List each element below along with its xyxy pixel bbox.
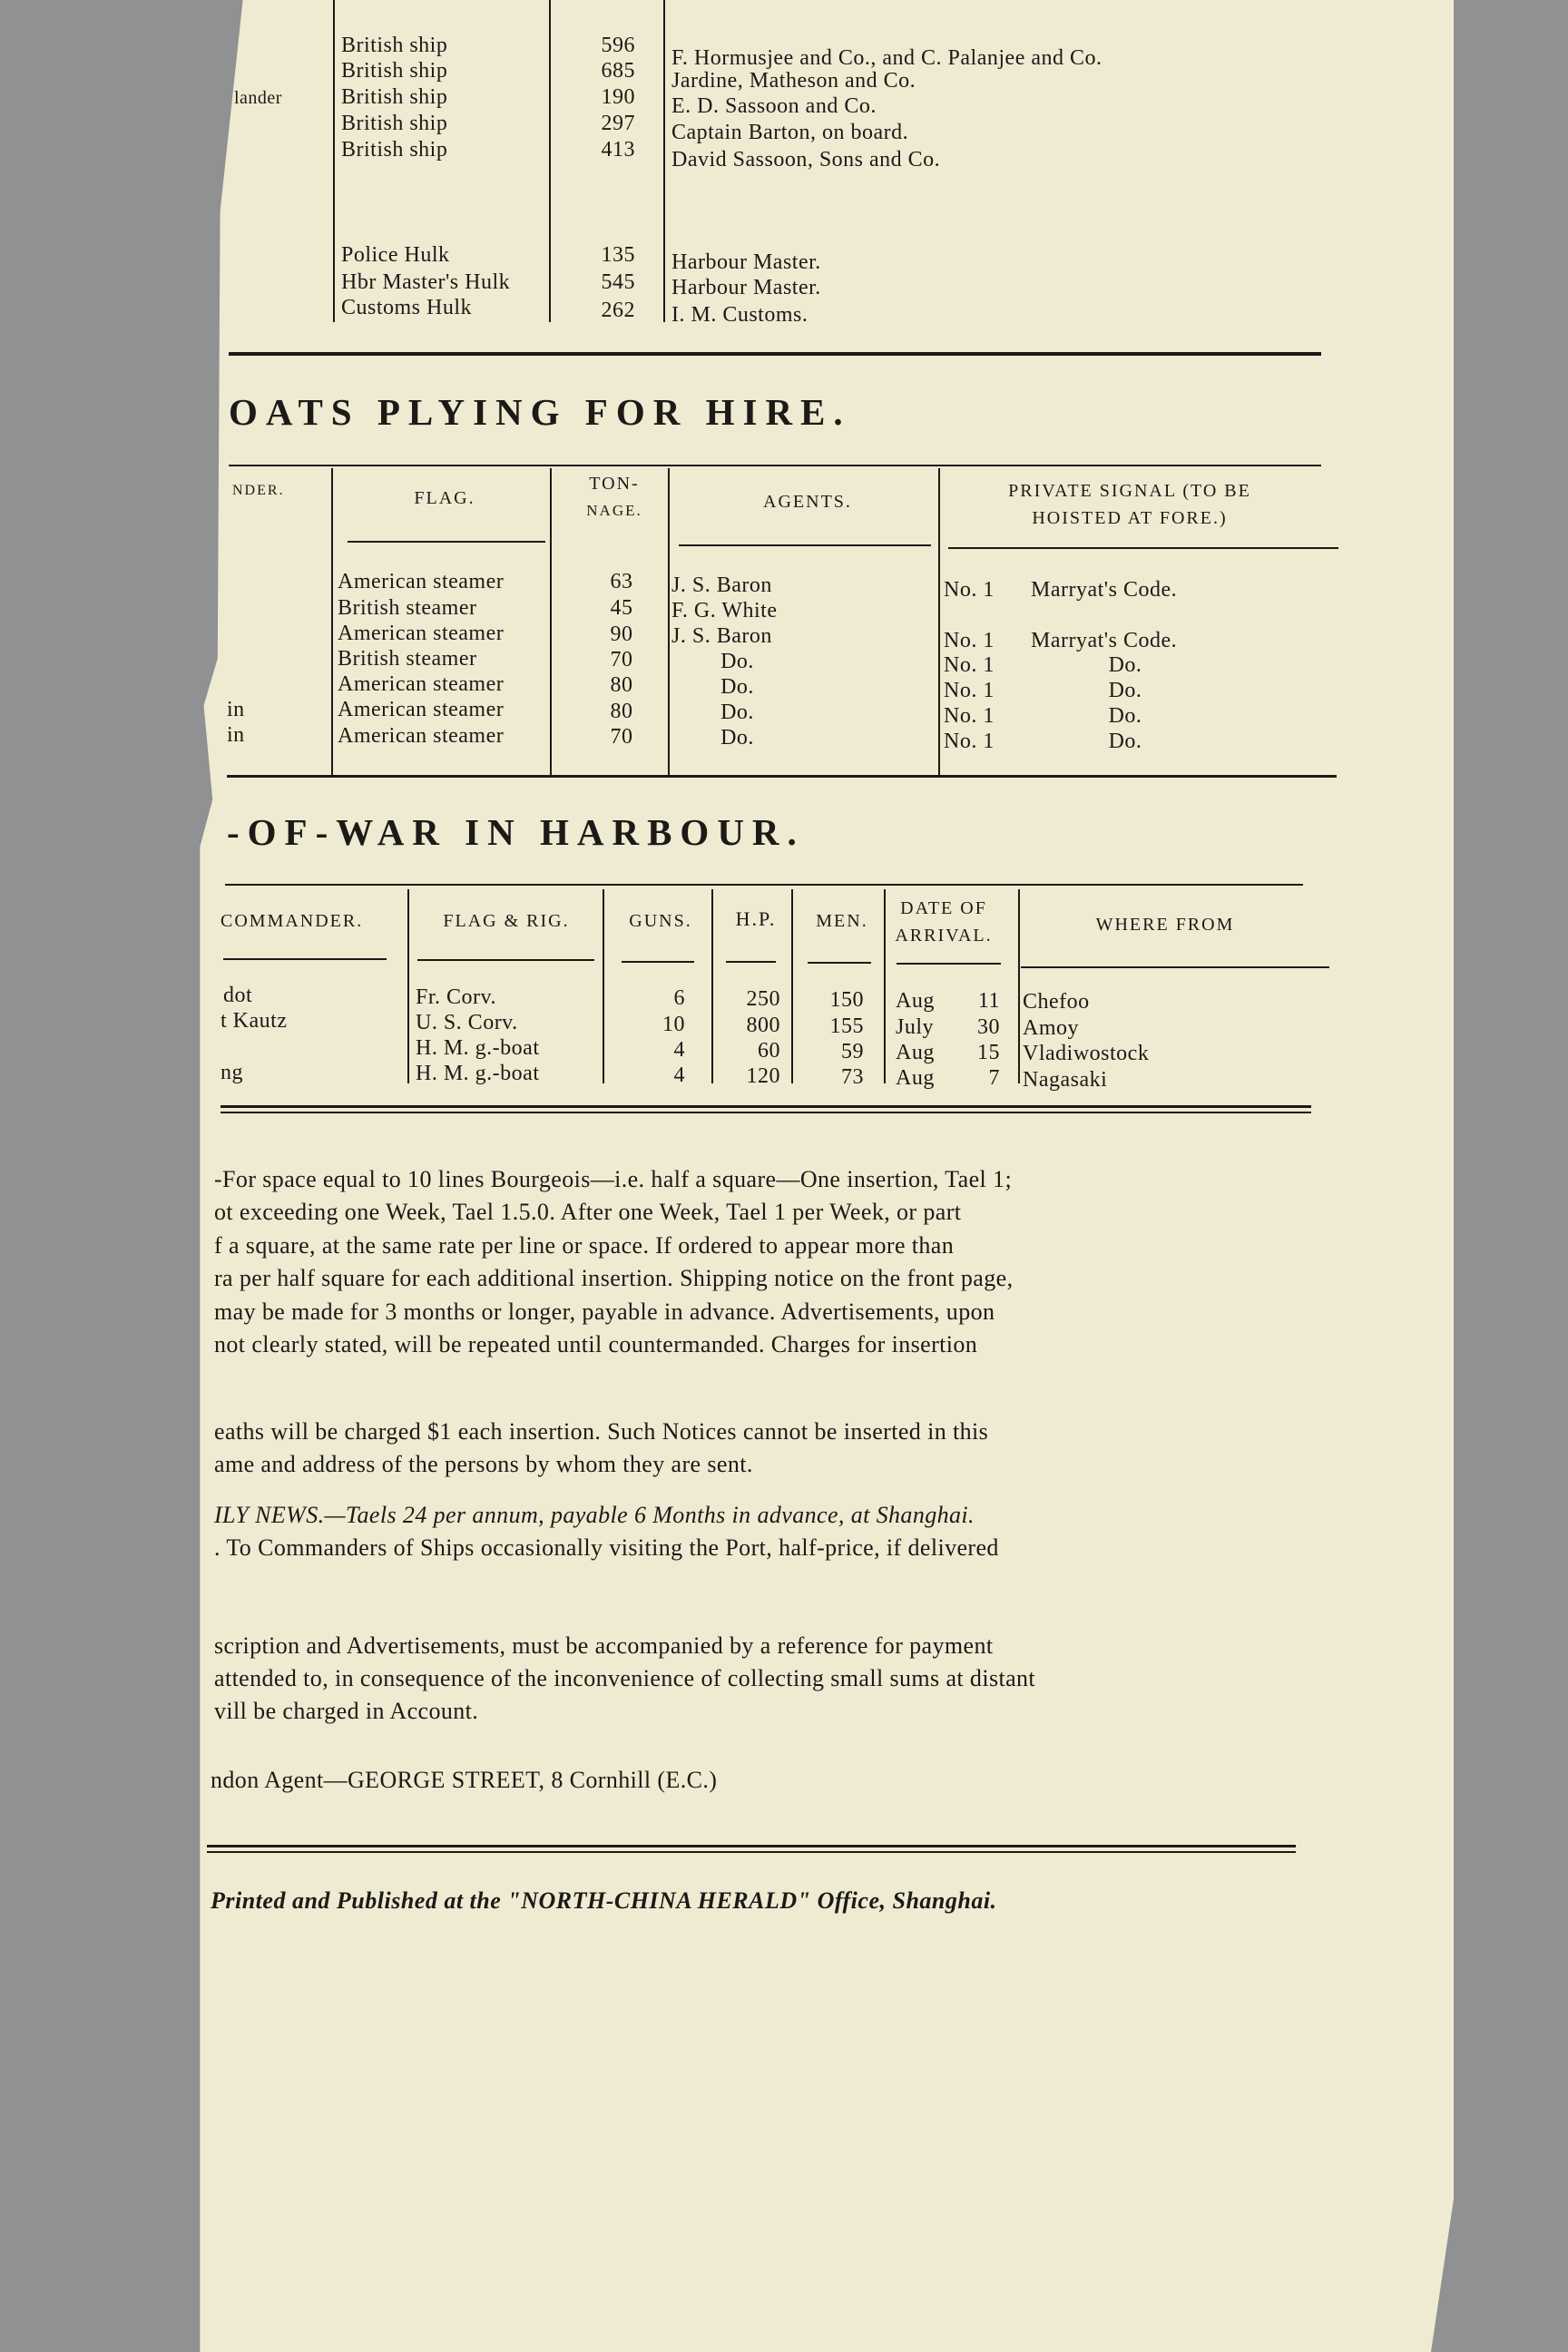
notice-line: ot exceeding one Week, Tael 1.5.0. After one Week, Tael 1 per Week, or part bbox=[214, 1199, 962, 1225]
column-header-tonnage: TON- bbox=[589, 474, 640, 494]
warship-arrival-day: 30 bbox=[977, 1015, 1000, 1039]
warship-arrival-day: 11 bbox=[977, 989, 1000, 1013]
warship-guns: 4 bbox=[673, 1038, 685, 1062]
column-header-flag: FLAG. bbox=[414, 488, 475, 508]
section-rule bbox=[225, 884, 1303, 886]
london-agent: ndon Agent—GEORGE STREET, 8 Cornhill (E.C.) bbox=[211, 1767, 718, 1793]
boat-tonnage: 45 bbox=[610, 596, 633, 620]
warship-commander: t Kautz bbox=[220, 1009, 288, 1033]
column-rule bbox=[1018, 889, 1020, 1083]
warship-flag-rig: U. S. Corv. bbox=[416, 1011, 518, 1034]
warship-men: 155 bbox=[829, 1014, 864, 1038]
boat-agent: F. G. White bbox=[671, 599, 778, 622]
column-rule bbox=[331, 468, 333, 775]
column-rule bbox=[407, 889, 409, 1083]
header-rule bbox=[897, 963, 1001, 965]
header-rule bbox=[622, 961, 694, 963]
boats-for-hire-title: OATS PLYING FOR HIRE. bbox=[229, 391, 851, 433]
column-header-tonnage-2: NAGE. bbox=[586, 502, 642, 519]
boat-agent: J. S. Baron bbox=[671, 573, 772, 597]
table-row-tonnage: 262 bbox=[601, 299, 635, 322]
warship-guns: 4 bbox=[673, 1063, 685, 1087]
column-rule bbox=[884, 889, 886, 1083]
table-row-flag: British ship bbox=[341, 34, 448, 57]
warship-flag-rig: H. M. g.-boat bbox=[416, 1036, 540, 1060]
boat-tonnage: 70 bbox=[610, 648, 633, 671]
warship-guns: 6 bbox=[673, 986, 685, 1010]
warship-arrival-day: 7 bbox=[988, 1066, 1000, 1090]
column-rule bbox=[550, 468, 552, 775]
notice-line: -For space equal to 10 lines Bourgeois—i.e. half a square—One insertion, Tael 1; bbox=[214, 1166, 1013, 1192]
warship-hp: 60 bbox=[758, 1039, 780, 1063]
boat-tonnage: 63 bbox=[610, 570, 633, 593]
section-rule bbox=[220, 1105, 1311, 1108]
notice-line: may be made for 3 months or longer, payable in advance. Advertisements, upon bbox=[214, 1298, 995, 1325]
partial-ship-name: lander bbox=[234, 88, 282, 108]
warship-arrival-month: July bbox=[896, 1015, 935, 1039]
column-header-commander: COMMANDER. bbox=[220, 911, 364, 931]
boat-signal-no: No. 1 bbox=[944, 578, 995, 602]
warship-hp: 120 bbox=[746, 1064, 780, 1088]
boat-signal-no: No. 1 bbox=[944, 653, 995, 677]
boat-flag: American steamer bbox=[338, 672, 505, 696]
header-rule bbox=[417, 959, 594, 961]
footer-rule bbox=[207, 1851, 1296, 1853]
header-rule bbox=[1021, 966, 1329, 968]
table-row-tonnage: 596 bbox=[601, 34, 635, 57]
boat-agent: Do. bbox=[720, 726, 754, 750]
column-header-commander: NDER. bbox=[232, 483, 285, 498]
notice-line: ra per half square for each additional insertion. Shipping notice on the front page, bbox=[214, 1265, 1014, 1291]
column-header-flag-rig: FLAG & RIG. bbox=[443, 911, 570, 931]
column-rule bbox=[663, 0, 665, 322]
column-header-men: MEN. bbox=[816, 911, 868, 931]
warship-arrival-month: Aug bbox=[896, 1066, 935, 1090]
boat-flag: American steamer bbox=[338, 698, 505, 721]
notice-line: scription and Advertisements, must be accompanied by a reference for payment bbox=[214, 1632, 994, 1659]
notice-line: ILY NEWS.—Taels 24 per annum, payable 6 Months in advance, at Shanghai. bbox=[214, 1502, 975, 1528]
warship-men: 59 bbox=[841, 1040, 864, 1063]
table-row-agents: Captain Barton, on board. bbox=[671, 121, 909, 144]
column-rule bbox=[791, 889, 793, 1083]
boat-agent: J. S. Baron bbox=[671, 624, 772, 648]
boat-signal-no: No. 1 bbox=[944, 704, 995, 728]
table-row-agents: Harbour Master. bbox=[671, 250, 821, 274]
warship-hp: 250 bbox=[746, 987, 780, 1011]
table-row-agents: David Sassoon, Sons and Co. bbox=[671, 148, 941, 172]
boat-agent: Do. bbox=[720, 701, 754, 724]
warship-men: 150 bbox=[829, 988, 864, 1012]
column-header-private-signal-2: HOISTED AT FORE.) bbox=[1032, 508, 1228, 528]
boat-signal-no: No. 1 bbox=[944, 679, 995, 702]
boat-flag: American steamer bbox=[338, 622, 505, 645]
table-row-flag: Police Hulk bbox=[341, 243, 450, 267]
warship-commander: ng bbox=[220, 1061, 243, 1084]
table-row-tonnage: 190 bbox=[601, 85, 635, 109]
column-header-date: DATE OF bbox=[900, 898, 987, 918]
table-row-tonnage: 545 bbox=[601, 270, 635, 294]
column-rule bbox=[333, 0, 335, 322]
notice-line: vill be charged in Account. bbox=[214, 1698, 479, 1724]
table-row-flag: British ship bbox=[341, 59, 448, 83]
header-rule bbox=[808, 962, 871, 964]
table-row-flag: Hbr Master's Hulk bbox=[341, 270, 511, 294]
notice-line: attended to, in consequence of the inconvenience of collecting small sums at distant bbox=[214, 1665, 1036, 1691]
boat-signal-no: No. 1 bbox=[944, 629, 995, 652]
boat-flag: British steamer bbox=[338, 596, 477, 620]
table-row-tonnage: 685 bbox=[601, 59, 635, 83]
table-row-agents: F. Hormusjee and Co., and C. Palanjee and Co. bbox=[671, 46, 1102, 70]
boat-flag: American steamer bbox=[338, 570, 505, 593]
column-header-guns: GUNS. bbox=[629, 911, 692, 931]
column-rule bbox=[711, 889, 713, 1083]
boat-signal-code: Marryat's Code. bbox=[1031, 629, 1178, 652]
warship-flag-rig: Fr. Corv. bbox=[416, 985, 496, 1009]
warship-where-from: Nagasaki bbox=[1023, 1068, 1108, 1092]
column-rule bbox=[549, 0, 551, 322]
header-rule bbox=[223, 958, 387, 960]
column-rule bbox=[603, 889, 604, 1083]
table-row-flag: British ship bbox=[341, 85, 448, 109]
header-rule bbox=[348, 541, 545, 543]
column-header-private-signal: PRIVATE SIGNAL (TO BE bbox=[1008, 481, 1251, 501]
section-rule bbox=[229, 465, 1321, 466]
section-rule bbox=[229, 352, 1321, 356]
notice-line: . To Commanders of Ships occasionally visiting the Port, half-price, if delivered bbox=[214, 1534, 999, 1561]
warship-hp: 800 bbox=[746, 1014, 780, 1037]
section-rule bbox=[227, 775, 1337, 778]
warship-arrival-month: Aug bbox=[896, 989, 935, 1013]
boat-signal-code: Do. bbox=[1108, 730, 1142, 753]
column-header-date-2: ARRIVAL. bbox=[895, 926, 993, 946]
table-row-flag: Customs Hulk bbox=[341, 296, 473, 319]
warship-guns: 10 bbox=[662, 1013, 685, 1036]
column-rule bbox=[668, 468, 670, 775]
warship-commander: dot bbox=[223, 984, 253, 1007]
boat-agent: Do. bbox=[720, 650, 754, 673]
notice-line: not clearly stated, will be repeated until countermanded. Charges for insertion bbox=[214, 1331, 978, 1357]
warship-arrival-day: 15 bbox=[977, 1041, 1000, 1064]
boat-tonnage: 70 bbox=[610, 725, 633, 749]
notice-line: f a square, at the same rate per line or space. If ordered to appear more than bbox=[214, 1232, 955, 1259]
table-row-agents: E. D. Sassoon and Co. bbox=[671, 94, 877, 118]
column-header-where-from: WHERE FROM bbox=[1095, 915, 1235, 935]
table-row-flag: British ship bbox=[341, 112, 448, 135]
boat-commander: in bbox=[227, 723, 245, 747]
table-row-tonnage: 297 bbox=[601, 112, 635, 135]
boat-signal-code: Do. bbox=[1108, 704, 1142, 728]
boat-signal-code: Do. bbox=[1108, 653, 1142, 677]
boat-signal-no: No. 1 bbox=[944, 730, 995, 753]
table-row-tonnage: 413 bbox=[601, 138, 635, 162]
boat-tonnage: 80 bbox=[610, 700, 633, 723]
header-rule bbox=[679, 544, 931, 546]
warship-flag-rig: H. M. g.-boat bbox=[416, 1062, 540, 1085]
footer-rule bbox=[207, 1845, 1296, 1847]
column-rule bbox=[938, 468, 940, 775]
warship-where-from: Amoy bbox=[1023, 1016, 1079, 1040]
boat-signal-code: Marryat's Code. bbox=[1031, 578, 1178, 602]
printer-imprint: Printed and Published at the "NORTH-CHINA HERALD" Office, Shanghai. bbox=[211, 1887, 997, 1914]
boat-flag: American steamer bbox=[338, 724, 505, 748]
column-header-hp: H.P. bbox=[735, 907, 777, 930]
boat-commander: in bbox=[227, 698, 245, 721]
boat-agent: Do. bbox=[720, 675, 754, 699]
men-of-war-title: -OF-WAR IN HARBOUR. bbox=[227, 811, 805, 853]
warship-where-from: Vladiwostock bbox=[1023, 1042, 1150, 1065]
table-row-agents: I. M. Customs. bbox=[671, 303, 808, 327]
warship-men: 73 bbox=[841, 1065, 864, 1089]
notice-line: eaths will be charged $1 each insertion. Such Notices cannot be inserted in this bbox=[214, 1418, 989, 1445]
warship-where-from: Chefoo bbox=[1023, 990, 1090, 1014]
notice-line: ame and address of the persons by whom they are sent. bbox=[214, 1451, 753, 1477]
column-header-agents: AGENTS. bbox=[763, 492, 852, 512]
boat-tonnage: 90 bbox=[610, 622, 633, 646]
boat-tonnage: 80 bbox=[610, 673, 633, 697]
section-rule bbox=[220, 1112, 1311, 1113]
table-row-flag: British ship bbox=[341, 138, 448, 162]
boat-signal-code: Do. bbox=[1108, 679, 1142, 702]
warship-arrival-month: Aug bbox=[896, 1041, 935, 1064]
table-row-agents: Jardine, Matheson and Co. bbox=[671, 69, 916, 93]
header-rule bbox=[726, 961, 776, 963]
table-row-tonnage: 135 bbox=[601, 243, 635, 267]
boat-flag: British steamer bbox=[338, 647, 477, 671]
table-row-agents: Harbour Master. bbox=[671, 276, 821, 299]
header-rule bbox=[948, 547, 1338, 549]
